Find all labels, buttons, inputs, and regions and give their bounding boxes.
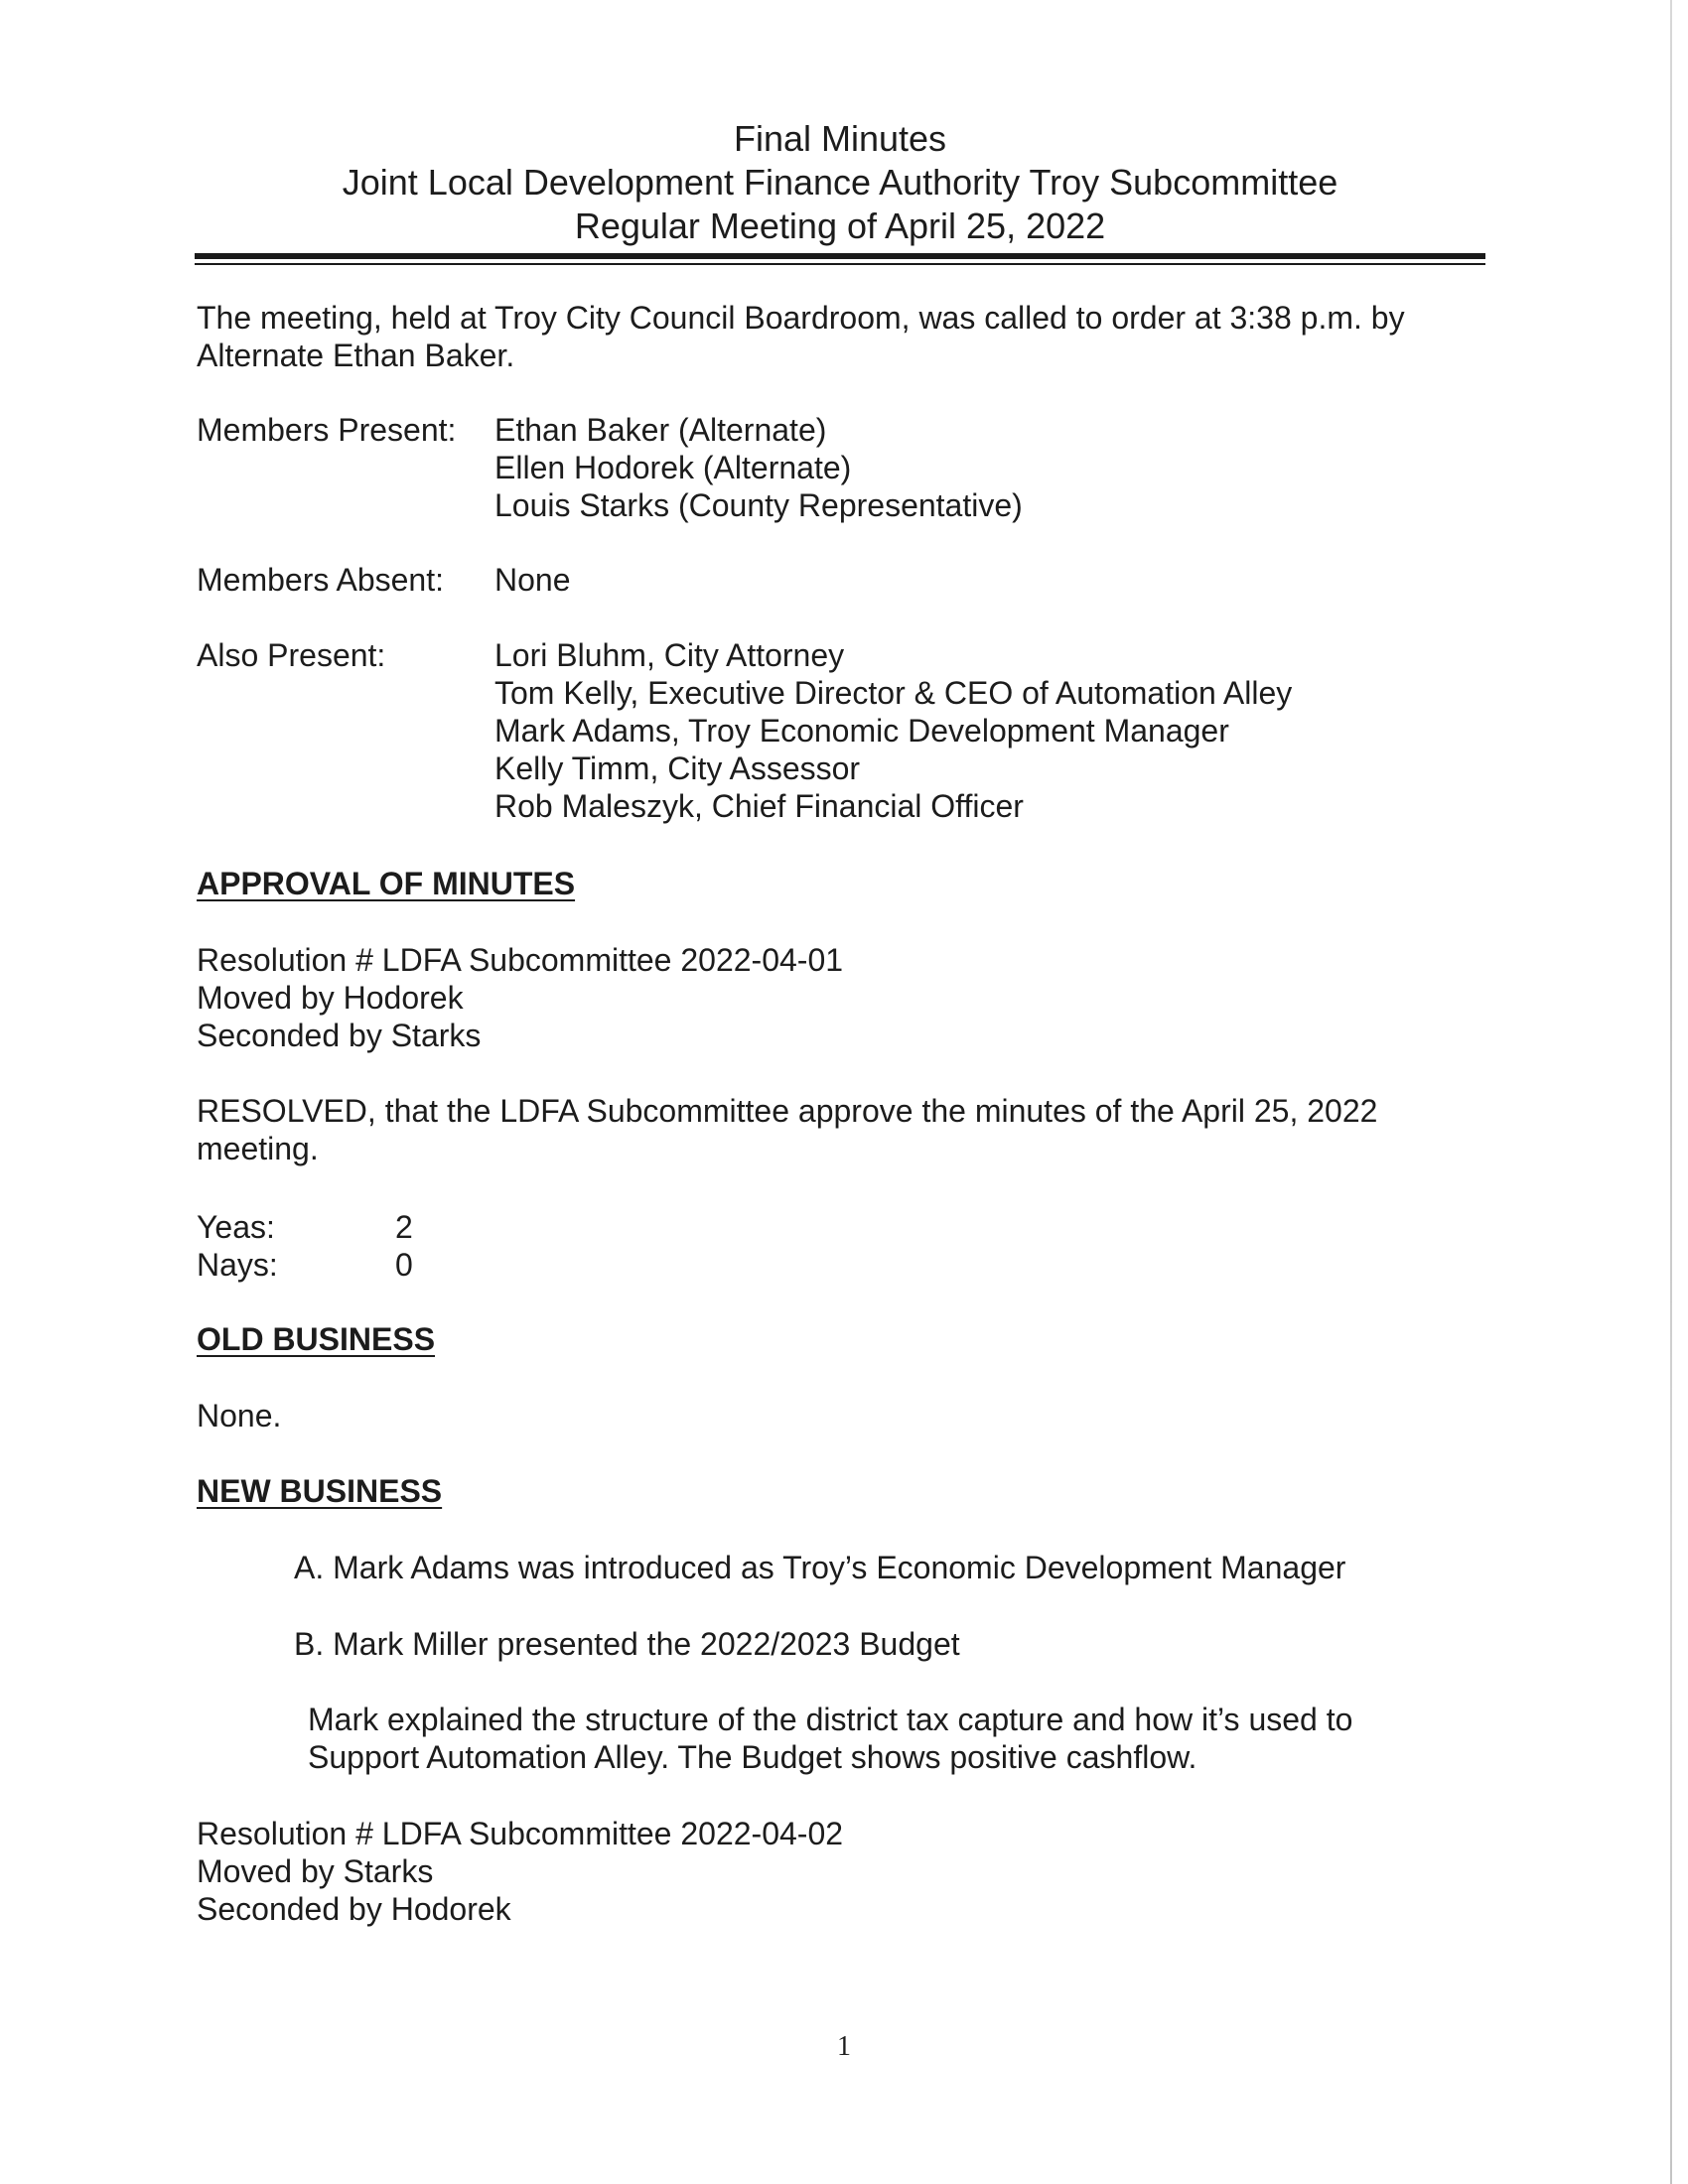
new-business-detail-line-1: Mark explained the structure of the district tax capture and how it’s used to: [308, 1702, 1353, 1737]
members-present-list: [494, 411, 1023, 524]
approval-resolved-line-1: RESOLVED, that the LDFA Subcommittee approve the minutes of the April 25, 2022: [197, 1093, 1378, 1129]
approval-resolution: Resolution # LDFA Subcommittee 2022-04-01: [197, 942, 844, 978]
scan-edge: [1670, 0, 1672, 2184]
also-present-item: Kelly Timm, City Assessor: [494, 751, 861, 786]
also-present-item: Lori Bluhm, City Attorney: [494, 637, 845, 673]
approval-resolution-block: [197, 941, 1487, 1054]
also-present-item: Mark Adams, Troy Economic Development Manager: [494, 713, 1229, 749]
members-absent-value: None: [494, 562, 571, 598]
old-business-heading: OLD BUSINESS: [197, 1321, 436, 1357]
also-present-item: Rob Maleszyk, Chief Financial Officer: [494, 788, 1024, 824]
also-present-label: Also Present:: [197, 637, 386, 673]
new-business-moved: Moved by Starks: [197, 1853, 434, 1889]
also-present-item: Tom Kelly, Executive Director & CEO of Automation Alley: [494, 675, 1293, 711]
new-business-detail-line-2: Support Automation Alley. The Budget shows positive cashflow.: [308, 1739, 1197, 1775]
nays-label: Nays:: [197, 1247, 278, 1283]
new-business-heading: NEW BUSINESS: [197, 1473, 443, 1509]
member-present-item: Ellen Hodorek (Alternate): [494, 450, 852, 485]
yeas-value: 2: [395, 1209, 413, 1245]
approval-resolved-line-2: meeting.: [197, 1131, 319, 1166]
new-business-detail: [308, 1701, 1479, 1776]
old-business-text: None.: [197, 1398, 282, 1433]
intro-line-1: The meeting, held at Troy City Council Boardroom, was called to order at 3:38 p.m. by: [197, 300, 1405, 336]
yeas-label: Yeas:: [197, 1209, 275, 1245]
new-business-resolution-block: [197, 1815, 1487, 1928]
document-header: [195, 117, 1485, 248]
page-number: 1: [837, 2031, 851, 2062]
new-business-item-a: A. Mark Adams was introduced as Troy’s Economic Development Manager: [294, 1550, 1346, 1585]
approval-heading: APPROVAL OF MINUTES: [197, 866, 576, 901]
header-rule-thin: [195, 263, 1485, 265]
member-present-item: Louis Starks (County Representative): [494, 487, 1023, 523]
member-present-item: Ethan Baker (Alternate): [494, 412, 827, 448]
header-committee: Joint Local Development Finance Authority Troy Subcommittee: [342, 162, 1338, 203]
approval-resolved: [197, 1092, 1487, 1167]
header-title: Final Minutes: [733, 118, 947, 159]
new-business-resolution: Resolution # LDFA Subcommittee 2022-04-02: [197, 1816, 844, 1851]
nays-value: 0: [395, 1247, 413, 1283]
intro-line-2: Alternate Ethan Baker.: [197, 338, 515, 373]
members-absent-label: Members Absent:: [197, 562, 444, 598]
intro-paragraph: [197, 299, 1487, 374]
header-rule-thick: [195, 253, 1485, 259]
also-present-list: [494, 636, 1292, 825]
approval-seconded: Seconded by Starks: [197, 1018, 482, 1053]
members-present-label: Members Present:: [197, 412, 457, 448]
new-business-item-b: B. Mark Miller presented the 2022/2023 Budget: [294, 1626, 960, 1662]
new-business-seconded: Seconded by Hodorek: [197, 1891, 511, 1927]
header-meeting-date: Regular Meeting of April 25, 2022: [574, 205, 1106, 246]
approval-moved: Moved by Hodorek: [197, 980, 464, 1016]
